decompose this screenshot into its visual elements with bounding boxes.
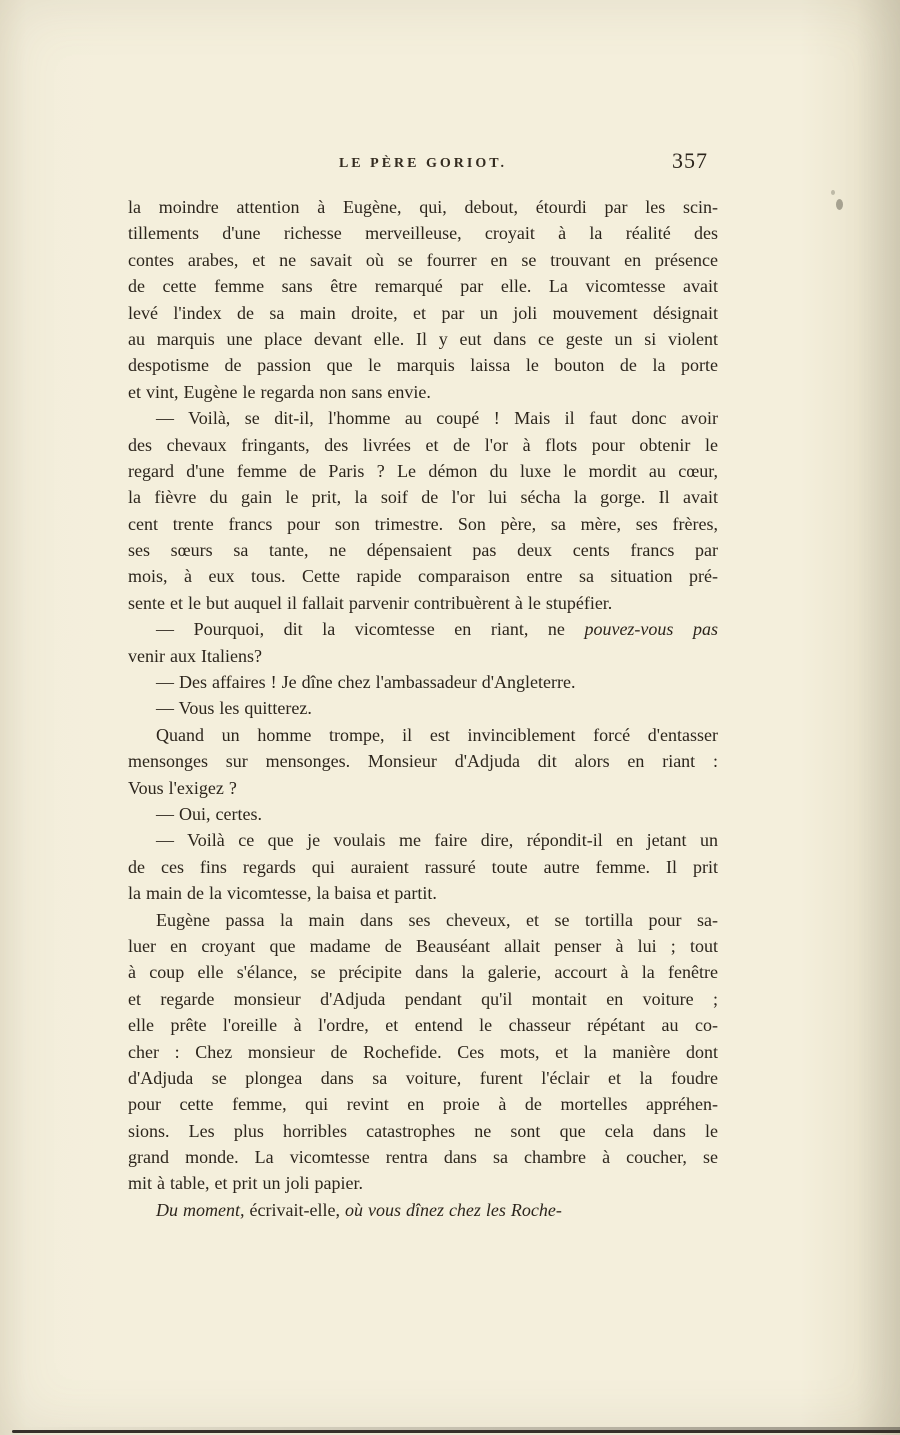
text-line: — Des affaires ! Je dîne chez l'ambassadeur d'Angleterre. xyxy=(156,672,576,693)
text-line: grand monde. La vicomtesse rentra dans sa chambre à coucher, se xyxy=(128,1147,718,1168)
text-line: Eugène passa la main dans ses cheveux, et se tortilla pour sa- xyxy=(156,909,718,930)
text-line: la main de la vicomtesse, la baisa et partit. xyxy=(128,883,437,904)
running-header xyxy=(128,148,718,194)
text-line: — Pourquoi, dit la vicomtesse en riant, ne pouvez-vous pas xyxy=(156,619,718,640)
text-line: venir aux Italiens? xyxy=(128,645,262,666)
text-line: mit à table, et prit un joli papier. xyxy=(128,1173,363,1194)
text-line: luer en croyant que madame de Beauséant allait penser à lui ; tout xyxy=(128,935,718,956)
text-line: de cette femme sans être remarqué par elle. La vicomtesse avait xyxy=(128,276,718,297)
text-line: et regarde monsieur d'Adjuda pendant qu'il montait en voiture ; xyxy=(128,988,718,1009)
text-line: — Voilà, se dit-il, l'homme au coupé ! Mais il faut donc avoir xyxy=(156,408,718,429)
text-line: cent trente francs pour son trimestre. Son père, sa mère, ses frères, xyxy=(128,513,718,534)
text-line: des chevaux fringants, des livrées et de l'or à flots pour obtenir le xyxy=(128,434,718,455)
text-line: sente et le but auquel il fallait parvenir contribuèrent à le stupéfier. xyxy=(128,592,613,613)
paragraph xyxy=(128,695,718,721)
text-line: Du moment, écrivait-elle, où vous dînez chez les Roche- xyxy=(156,1199,562,1220)
paragraph xyxy=(128,722,718,801)
paragraph xyxy=(128,616,718,669)
text-line: contes arabes, et ne savait où se fourrer en se trouvant en présence xyxy=(128,249,718,270)
text-line: levé l'index de sa main droite, et par un joli mouvement désignait xyxy=(128,302,718,323)
text-line: regard d'une femme de Paris ? Le démon du luxe le mordit au cœur, xyxy=(128,460,718,481)
text-line: mensonges sur mensonges. Monsieur d'Adjuda dit alors en riant : xyxy=(128,751,718,772)
text-line: Vous l'exigez ? xyxy=(128,777,237,798)
page-body xyxy=(128,194,718,1223)
paragraph xyxy=(128,1197,718,1223)
paragraph xyxy=(128,194,718,405)
text-line: la moindre attention à Eugène, qui, debout, étourdi par les scin- xyxy=(128,197,718,217)
paragraph xyxy=(128,669,718,695)
page-number: 357 xyxy=(672,148,708,173)
text-column xyxy=(128,148,718,1223)
text-line: — Vous les quitterez. xyxy=(156,698,312,719)
paragraph xyxy=(128,801,718,827)
scan-speck xyxy=(831,190,835,195)
text-line: — Oui, certes. xyxy=(156,803,262,824)
text-line: et vint, Eugène le regarda non sans envie. xyxy=(128,381,431,402)
text-line: à coup elle s'élance, se précipite dans la galerie, accourt à la fenêtre xyxy=(128,962,718,983)
text-line: pour cette femme, qui revint en proie à de mortelles appréhen- xyxy=(128,1094,718,1115)
text-line: Quand un homme trompe, il est invinciblement forcé d'entasser xyxy=(156,724,718,745)
text-line: sions. Les plus horribles catastrophes ne sont que cela dans le xyxy=(128,1120,718,1141)
text-line: — Voilà ce que je voulais me faire dire, répondit-il en jetant un xyxy=(156,830,718,851)
text-line: ses sœurs sa tante, ne dépensaient pas deux cents francs par xyxy=(128,540,718,561)
text-line: de ces fins regards qui auraient rassuré toute autre femme. Il prit xyxy=(128,856,718,877)
paragraph xyxy=(128,907,718,1197)
text-line: mois, à eux tous. Cette rapide comparaison entre sa situation pré- xyxy=(128,566,718,587)
book-title-header: LE PÈRE GORIOT. xyxy=(338,156,508,171)
text-line: au marquis une place devant elle. Il y eut dans ce geste un si violent xyxy=(128,328,718,349)
text-line: cher : Chez monsieur de Rochefide. Ces mots, et la manière dont xyxy=(128,1041,718,1062)
text-line: elle prête l'oreille à l'ordre, et entend le chasseur répétant au co- xyxy=(128,1015,718,1036)
paragraph xyxy=(128,405,718,616)
page-bottom-edge xyxy=(12,1430,900,1433)
text-line: despotisme de passion que le marquis laissa le bouton de la porte xyxy=(128,355,718,376)
paragraph xyxy=(128,827,718,906)
text-line: la fièvre du gain le prit, la soif de l'or lui sécha la gorge. Il avait xyxy=(128,487,718,508)
text-line: d'Adjuda se plongea dans sa voiture, furent l'éclair et la foudre xyxy=(128,1067,718,1088)
text-line: tillements d'une richesse merveilleuse, croyait à la réalité des xyxy=(128,223,718,244)
scan-speck xyxy=(836,199,843,210)
